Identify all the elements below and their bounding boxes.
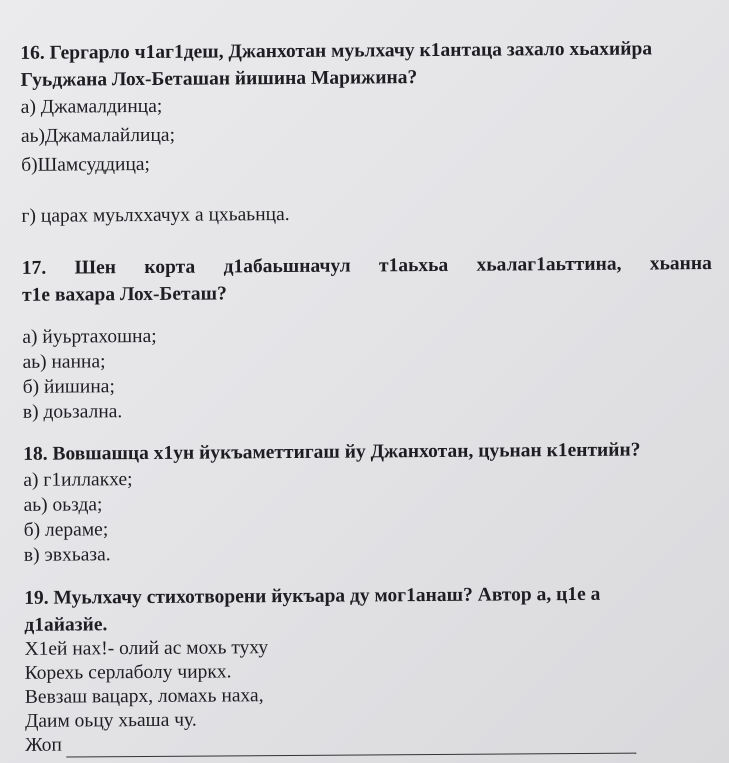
question-17-title-line2: т1е вахара Лох-Беташ?: [21, 283, 227, 306]
question-17-option-ae: аь) нанна;: [22, 351, 106, 373]
question-19-title-line1: 19. Муьлхачу стихотворени йукъара ду мог1анаш? Автор а, ц1е а: [24, 583, 601, 609]
question-16: [20, 35, 711, 229]
question-16-title-line1: 16. Гергарло ч1аг1деш, Джанхотан муьлхачу к1антаца захало хьахийра: [20, 38, 653, 64]
question-16-title-line2: Гуьджана Лох-Беташан йишина Марижина?: [20, 67, 418, 91]
answer-label: Жоп: [25, 734, 62, 756]
question-17: [22, 250, 713, 425]
question-16-title: [20, 35, 710, 94]
answer-line[interactable]: [66, 735, 636, 758]
question-17-option-a: а) йуьртахошна;: [22, 325, 157, 348]
question-19-title-line2: д1айазйе.: [24, 614, 108, 636]
question-17-option-v: в) доьзална.: [22, 401, 123, 423]
question-16-option-a: а) Джамалдинца;: [20, 95, 163, 118]
poem-line-4: Даим оьцу хьаша чу.: [24, 709, 197, 732]
question-16-option-b: б)Шамсуддица;: [21, 153, 151, 176]
question-18-option-a: а) г1иллакхе;: [23, 469, 133, 491]
question-18-title: 18. Вовшашца х1ун йукъаметтигаш йу Джанхотан, цуьнан к1ентийн?: [23, 439, 641, 465]
question-18-option-b: б) лераме;: [23, 519, 109, 541]
poem-line-3: Вевзаш вацарх, ломахь наха,: [24, 685, 264, 708]
question-19: [24, 580, 715, 758]
answer-row: [25, 729, 715, 758]
question-18-option-ae: аь) оьзда;: [23, 494, 103, 516]
question-17-title-line1: 17. Шен корта д1абаьшначул т1аьхьа хьалаг1аьттина, хьанна: [21, 253, 712, 279]
question-16-option-ae: аь)Джамалайлица;: [20, 124, 176, 147]
question-18-option-v: в) эвхьаза.: [23, 544, 111, 566]
question-16-option-g: г) царах муьлххачух а цхьаьнца.: [21, 203, 290, 227]
poem-line-2: Корехь серлаболу чиркх.: [24, 661, 232, 684]
question-18: [23, 436, 714, 568]
poem-line-1: Х1ей нах!- олий ас мохь туху: [24, 637, 269, 660]
question-17-option-b: б) йишина;: [22, 376, 115, 398]
question-19-title: [24, 580, 714, 639]
question-17-title: [22, 250, 712, 309]
